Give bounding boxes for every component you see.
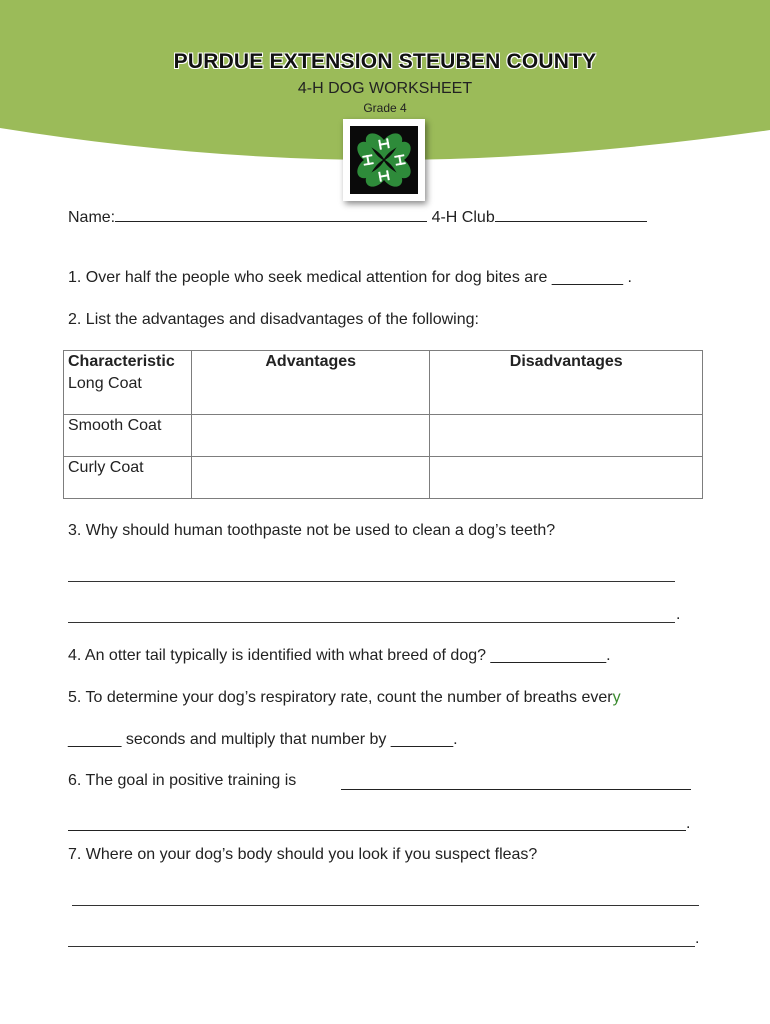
question-5-end: y bbox=[612, 689, 621, 706]
name-club-line bbox=[68, 207, 647, 227]
table-row-label: Curly Coat bbox=[64, 457, 192, 499]
answer-line[interactable] bbox=[72, 905, 699, 906]
table-row bbox=[64, 457, 703, 499]
table-header-row bbox=[64, 351, 703, 374]
question-5 bbox=[68, 689, 621, 707]
answer-line[interactable] bbox=[68, 946, 695, 947]
table-row-label: Long Coat bbox=[64, 373, 192, 415]
club-label: 4-H Club bbox=[431, 209, 495, 226]
table-row bbox=[64, 373, 703, 415]
table-header: Disadvantages bbox=[430, 351, 703, 374]
table-header: Advantages bbox=[191, 351, 430, 374]
club-field[interactable] bbox=[495, 207, 647, 222]
question-7: 7. Where on your dog’s body should you look if you suspect fleas? bbox=[68, 846, 538, 863]
logo bbox=[343, 119, 425, 201]
answer-line[interactable] bbox=[68, 830, 686, 831]
logo-background bbox=[350, 126, 418, 194]
page-title: PURDUE EXTENSION STEUBEN COUNTY bbox=[173, 50, 597, 73]
disadvantages-cell[interactable] bbox=[430, 373, 703, 415]
question-6: 6. The goal in positive training is bbox=[68, 772, 297, 789]
period: . bbox=[686, 815, 691, 832]
table-row-label: Smooth Coat bbox=[64, 415, 192, 457]
advantages-cell[interactable] bbox=[191, 415, 430, 457]
question-5-continued: ______ seconds and multiply that number by _______. bbox=[68, 731, 458, 748]
question-4: 4. An otter tail typically is identified with what breed of dog? _____________. bbox=[68, 647, 611, 664]
question-5-text: 5. To determine your dog’s respiratory rate, count the number of breaths ever bbox=[68, 689, 613, 706]
grade-label: Grade 4 bbox=[363, 101, 407, 115]
4-h-clover-icon bbox=[350, 126, 418, 194]
name-label: Name: bbox=[68, 209, 116, 226]
advantages-cell[interactable] bbox=[191, 373, 430, 415]
disadvantages-cell[interactable] bbox=[430, 415, 703, 457]
answer-line[interactable] bbox=[68, 581, 675, 582]
question-1: 1. Over half the people who seek medical attention for dog bites are ________ . bbox=[68, 269, 632, 286]
disadvantages-cell[interactable] bbox=[430, 457, 703, 499]
coat-table bbox=[63, 350, 703, 499]
question-3: 3. Why should human toothpaste not be used to clean a dog’s teeth? bbox=[68, 522, 556, 539]
worksheet-subtitle: 4-H DOG WORKSHEET bbox=[297, 80, 473, 97]
period: . bbox=[695, 930, 700, 947]
period: . bbox=[676, 606, 681, 623]
question-2: 2. List the advantages and disadvantages of the following: bbox=[68, 311, 479, 328]
answer-line[interactable] bbox=[341, 789, 691, 790]
table-row bbox=[64, 415, 703, 457]
name-field[interactable] bbox=[115, 207, 427, 222]
table-header: Characteristic bbox=[64, 351, 192, 374]
answer-line[interactable] bbox=[68, 622, 675, 623]
advantages-cell[interactable] bbox=[191, 457, 430, 499]
